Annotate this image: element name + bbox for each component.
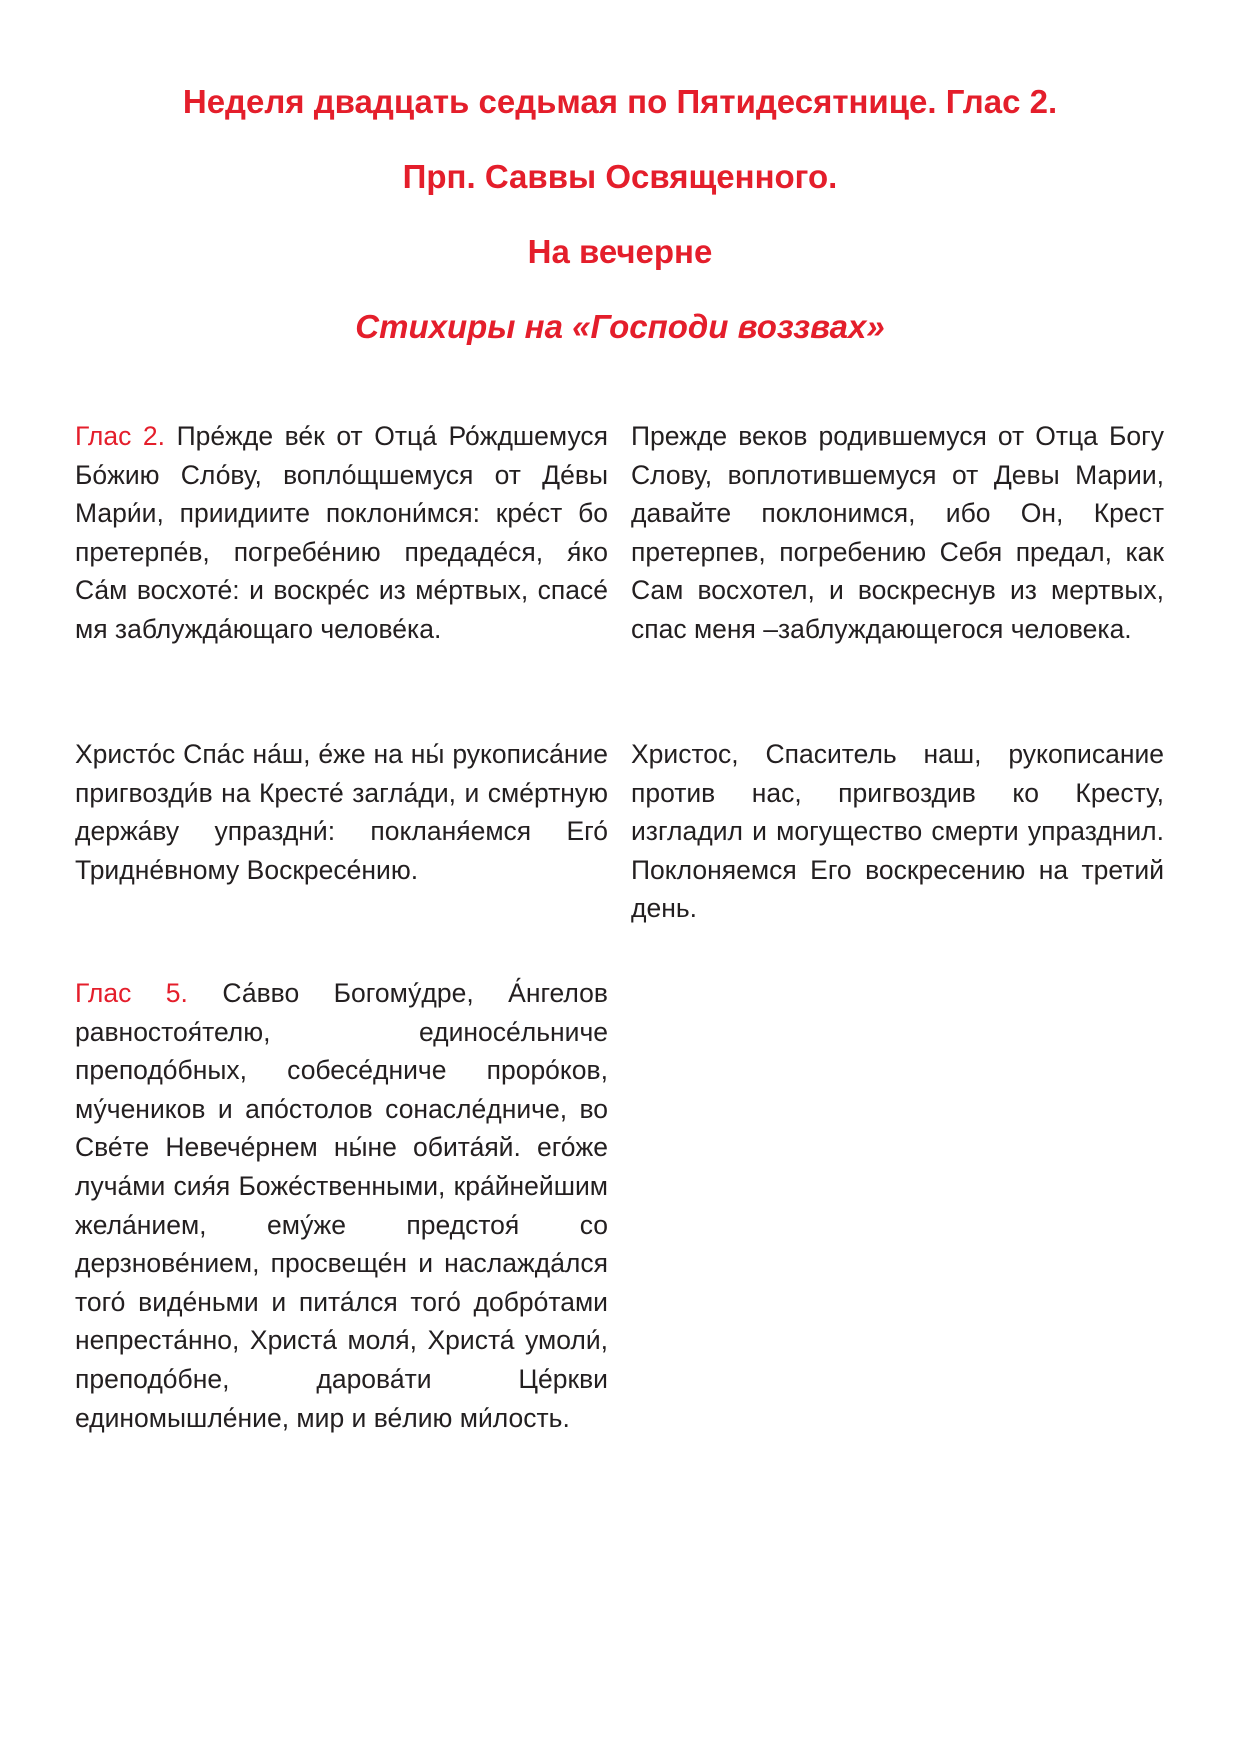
slavonic-text — [75, 974, 608, 1437]
slavonic-text: Христо́с Спа́с на́ш, е́же на ны́ рукописа́ние пригвозди́в на Кресте́ загла́ди, и сме́ртную держа́ву упраздни́: покланя́емся Его́ Тридне́вному Воскресе́нию. — [75, 739, 608, 885]
tone-label: Глас 5. — [75, 978, 188, 1008]
document-header — [0, 82, 1240, 382]
russian-text: Прежде веков родившемуся от Отца Богу Слову, воплотившемуся от Девы Марии, давайте поклонимся, ибо Он, Крест претерпев, погребению Себя предал, как Сам восхотел, и воскреснув из мертвых, спас меня –заблуждающегося человека. — [631, 421, 1164, 644]
slavonic-body: Пре́жде ве́к от Отца́ Ро́ждшемуся Бо́жию Сло́ву, вопло́щшемуся от Де́вы Мари́и, приидиите поклони́мся: кре́ст бо претерпе́в, погребе́нию предаде́ся, я́ко Са́м восхоте́: и воскре́с из ме́ртвых, спасе́ мя заблужда́ющаго челове́ка. — [75, 421, 608, 644]
slavonic-body: Са́вво Богому́дре, А́нгелов равностоя́телю, единосе́льниче преподо́бных, собесе́дниче проро́ков, му́чеников и апо́столов сонасле́дниче, во Све́те Невече́рнем ны́не обита́яй. его́же луча́ми сия́я Боже́ственными, кра́йнейшим жела́нием, ему́же предстоя́ со дерзнове́нием, просвеще́н и наслажда́лся того́ виде́ньми и пита́лся того́ добро́тами непреста́нно, Христа́ моля́, Христа́ умоли́, преподо́бне, дарова́ти Це́ркви единомышле́ние, мир и ве́лию ми́лость. — [75, 978, 608, 1433]
title-sunday: Неделя двадцать седьмая по Пятидесятнице. Глас 2. — [182, 83, 1058, 120]
slavonic-text — [75, 417, 608, 649]
title-saint: Прп. Саввы Освященного. — [402, 158, 838, 195]
russian-text: Христос, Спаситель наш, рукописание против нас, пригвоздив ко Кресту, изгладил и могущество смерти упразднил. Поклоняемся Его воскресению на третий день. — [631, 739, 1164, 924]
tone-label: Глас 2. — [75, 421, 166, 451]
title-stichera: Стихиры на «Господи воззвах» — [355, 308, 885, 345]
title-vespers: На вечерне — [527, 233, 713, 270]
